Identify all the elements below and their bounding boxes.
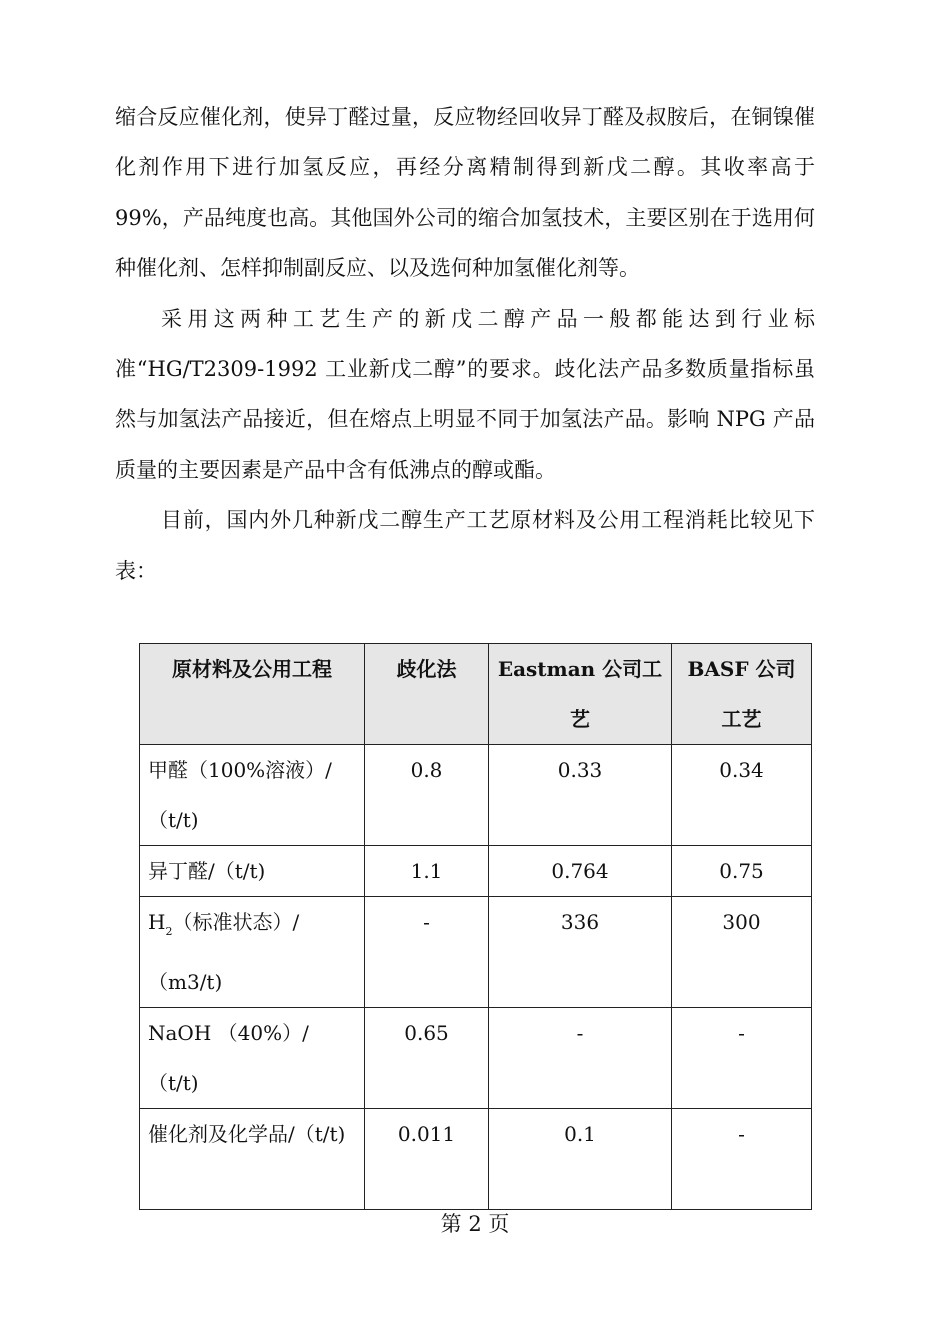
cell-basf: - bbox=[672, 1109, 812, 1210]
label-h: H bbox=[148, 910, 166, 934]
cell-eastman: 0.764 bbox=[489, 846, 672, 897]
row-label bbox=[140, 897, 365, 1008]
cell-qihua: - bbox=[365, 897, 489, 1008]
row-label: 催化剂及化学品/（t/t) bbox=[140, 1109, 365, 1210]
cell-basf: - bbox=[672, 1008, 812, 1109]
row-label: 异丁醛/（t/t) bbox=[140, 846, 365, 897]
table-header-row bbox=[140, 644, 812, 745]
header-eastman: Eastman 公司工艺 bbox=[489, 644, 672, 745]
cell-basf: 300 bbox=[672, 897, 812, 1008]
table-row bbox=[140, 1008, 812, 1109]
paragraph-1: 缩合反应催化剂，使异丁醛过量，反应物经回收异丁醛及叔胺后，在铜镍催化剂作用下进行加氢反应，再经分离精制得到新戊二醇。其收率高于 99%，产品纯度也高。其他国外公司的缩合加氢技术，主要区别在于选用何种催化剂、怎样抑制副反应、以及选何种加氢催化剂等。 bbox=[115, 105, 815, 281]
cell-basf: 0.34 bbox=[672, 745, 812, 846]
cell-eastman: 0.1 bbox=[489, 1109, 672, 1210]
cell-basf: 0.75 bbox=[672, 846, 812, 897]
consumption-table bbox=[139, 643, 812, 1210]
cell-eastman: 336 bbox=[489, 897, 672, 1008]
table-row bbox=[140, 897, 812, 1008]
document-body bbox=[115, 92, 815, 596]
paragraph-3: 目前，国内外几种新戊二醇生产工艺原材料及公用工程消耗比较见下表： bbox=[115, 508, 815, 583]
label-subscript: 2 bbox=[165, 925, 173, 938]
cell-qihua: 1.1 bbox=[365, 846, 489, 897]
cell-eastman: 0.33 bbox=[489, 745, 672, 846]
table-row bbox=[140, 846, 812, 897]
header-qihua: 歧化法 bbox=[365, 644, 489, 745]
cell-qihua: 0.011 bbox=[365, 1109, 489, 1210]
row-label: NaOH （40%）/（t/t) bbox=[140, 1008, 365, 1109]
cell-eastman: - bbox=[489, 1008, 672, 1109]
table-row bbox=[140, 1109, 812, 1210]
table-row bbox=[140, 745, 812, 846]
paragraph-2: 采用这两种工艺生产的新戊二醇产品一般都能达到行业标准“HG/T2309-1992 工业新戊二醇”的要求。歧化法产品多数质量指标虽然与加氢法产品接近，但在熔点上明显不同于加氢法产品。影响 NPG 产品质量的主要因素是产品中含有低沸点的醇或酯。 bbox=[115, 306, 815, 482]
header-materials: 原材料及公用工程 bbox=[140, 644, 365, 745]
header-basf: BASF 公司工艺 bbox=[672, 644, 812, 745]
label-rest: （标准状态）/（m3/t) bbox=[148, 910, 300, 994]
page-number: 第 2 页 bbox=[440, 1212, 510, 1236]
cell-qihua: 0.8 bbox=[365, 745, 489, 846]
row-label: 甲醛（100%溶液）/（t/t) bbox=[140, 745, 365, 846]
cell-qihua: 0.65 bbox=[365, 1008, 489, 1109]
